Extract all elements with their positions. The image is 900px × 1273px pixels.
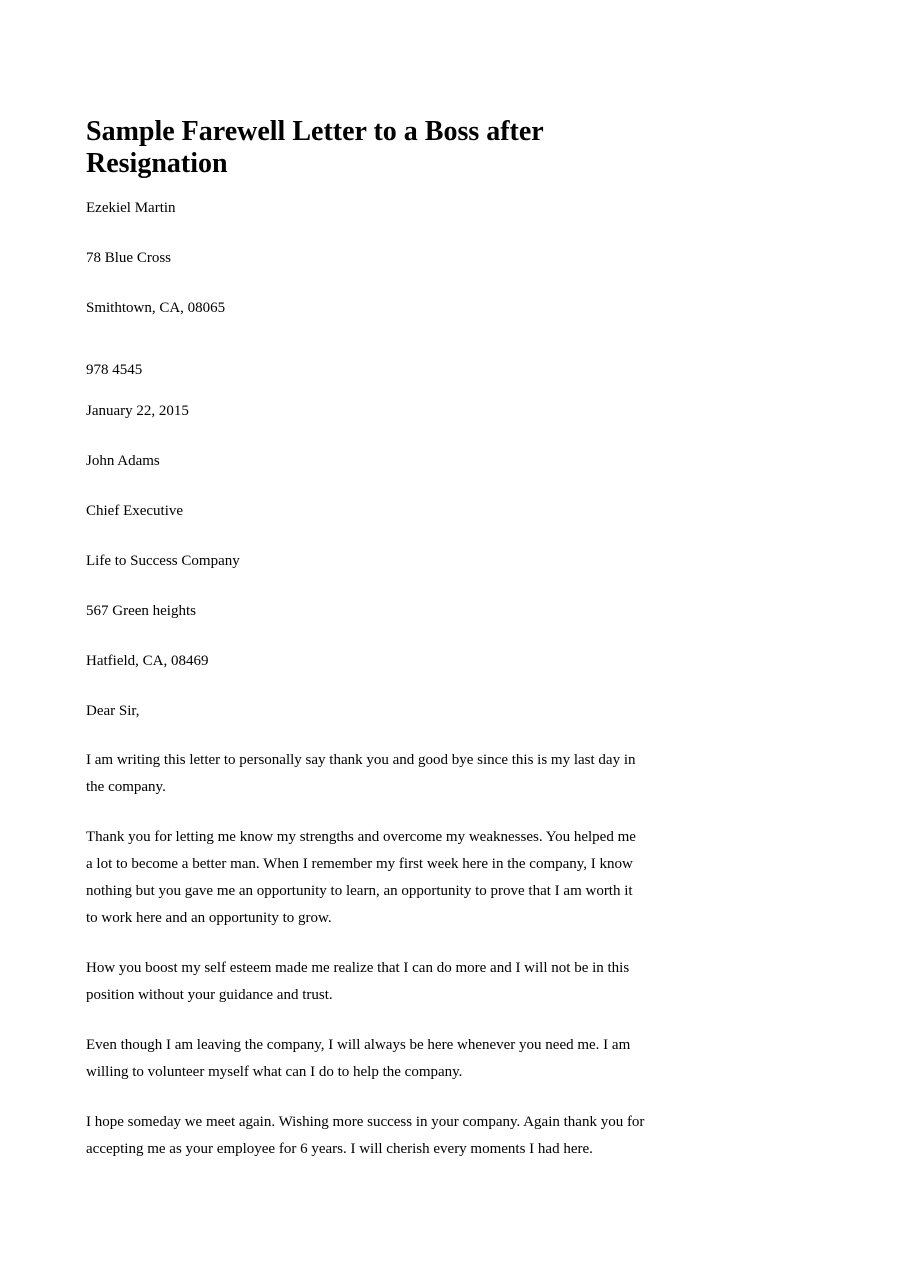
recipient-position: Chief Executive bbox=[86, 503, 184, 519]
body-paragraph: Even though I am leaving the company, I will always be here whenever you need me. I am willing to volunteer myself what can I do to help the company. bbox=[86, 1037, 631, 1080]
recipient-street: 567 Green heights bbox=[86, 603, 196, 619]
body-paragraph: I hope someday we meet again. Wishing more success in your company. Again thank you for accepting me as your employee for 6 years. I will cherish every moments I had here. bbox=[86, 1114, 645, 1157]
document-title: Sample Farewell Letter to a Boss after Resignation bbox=[86, 116, 544, 179]
sender-name: Ezekiel Martin bbox=[86, 200, 176, 216]
recipient-company: Life to Success Company bbox=[86, 553, 240, 569]
letter-date: January 22, 2015 bbox=[86, 403, 189, 419]
sender-city: Smithtown, CA, 08065 bbox=[86, 300, 226, 316]
letter-page bbox=[86, 116, 646, 1163]
recipient-city: Hatfield, CA, 08469 bbox=[86, 653, 209, 669]
body-paragraph: I am writing this letter to personally say thank you and good bye since this is my last day in the company. bbox=[86, 752, 636, 795]
recipient-name: John Adams bbox=[86, 453, 160, 469]
body-paragraph: Thank you for letting me know my strengths and overcome my weaknesses. You helped me a lot to become a better man. When I remember my first week here in the company, I know nothing but you gave me an opportunity to learn, an opportunity to prove that I am worth it to work here and an opportunity to grow. bbox=[86, 829, 636, 926]
body-paragraph: How you boost my self esteem made me realize that I can do more and I will not be in this position without your guidance and trust. bbox=[86, 960, 630, 1003]
sender-phone: 978 4545 bbox=[86, 362, 143, 378]
salutation: Dear Sir, bbox=[86, 703, 140, 719]
sender-street: 78 Blue Cross bbox=[86, 250, 172, 266]
